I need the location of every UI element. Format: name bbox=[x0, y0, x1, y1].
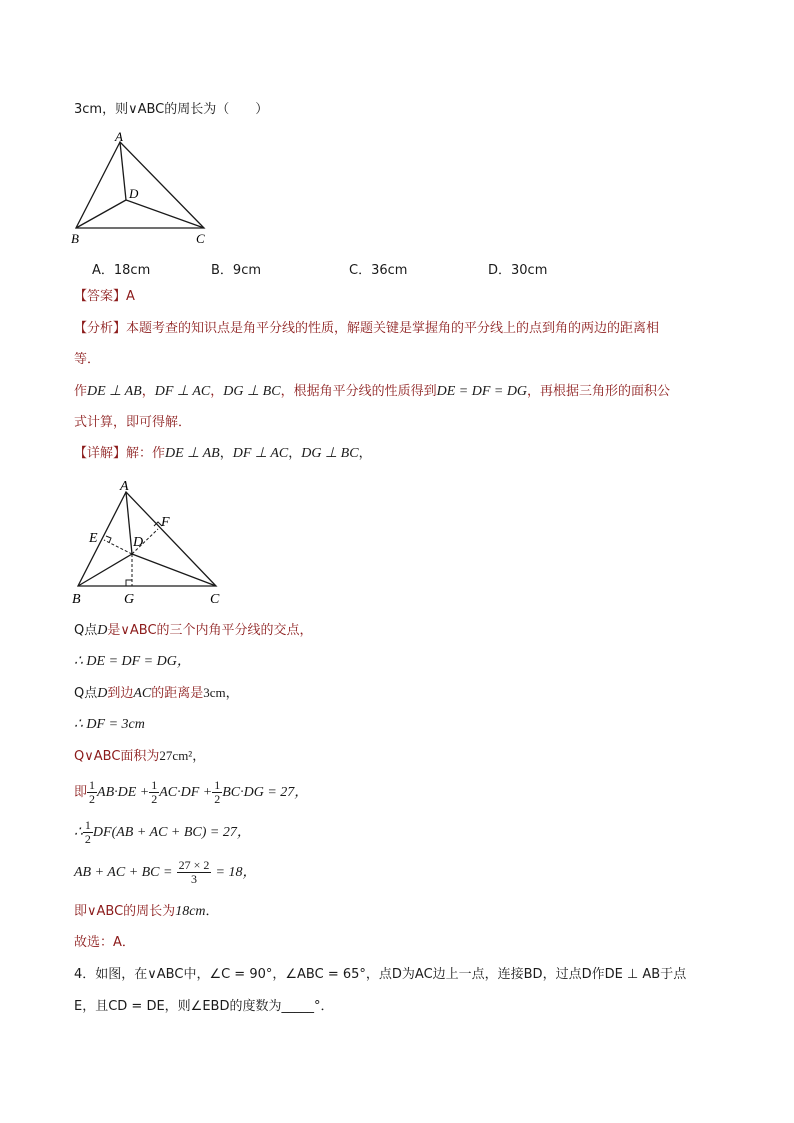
triangle-figure-1 bbox=[66, 130, 216, 248]
step-4: ∴ DF = 3cm bbox=[74, 717, 145, 732]
analysis-line-4: 式计算，即可得解． bbox=[74, 415, 192, 430]
step-3: Q点D到边AC的距离是3cm， bbox=[74, 685, 239, 701]
option-a[interactable]: A．18cm bbox=[92, 263, 151, 278]
fig2-label-d: D bbox=[133, 535, 144, 550]
option-b[interactable]: B．9cm bbox=[211, 263, 262, 278]
fig2-label-f: F bbox=[161, 515, 170, 530]
question4-line-2: E，且CD = DE，则∠EBD的度数为_____°． bbox=[74, 999, 334, 1014]
fig2-label-a: A bbox=[120, 479, 129, 494]
step-10: 故选：A． bbox=[74, 935, 135, 950]
fig2-label-c: C bbox=[210, 592, 220, 607]
step-5: Q∨ABC面积为27cm²， bbox=[74, 748, 206, 764]
step-2: ∴ DE = DF = DG， bbox=[74, 654, 191, 669]
question4-line-1: 4．如图，在∨ABC中，∠C = 90°，∠ABC = 65°，点D为AC边上一点，连接BD，过点D作DE ⊥ AB于点 bbox=[74, 967, 687, 982]
fig1-label-b: B bbox=[71, 231, 79, 246]
fig1-label-c: C bbox=[196, 231, 205, 246]
fig2-label-e: E bbox=[89, 531, 98, 546]
step-7: ∴ $\frac{1}{2}$ DF(AB + AC + BC) = 27， bbox=[74, 818, 251, 846]
fig2-label-b: B bbox=[72, 592, 81, 607]
step-8: AB + AC + BC = $\frac{27 \times 2}{3}$ = 18， bbox=[74, 858, 257, 886]
step-9: 即∨ABC的周长为18cm． bbox=[74, 904, 219, 919]
fig2-label-g: G bbox=[124, 592, 135, 607]
step-6: 即 $\frac{1}{2}$ AB·DE + $\frac{1}{2}$ AC·DF + $\frac{1}{2}$ BC·DG = 27， bbox=[74, 778, 309, 806]
fig1-label-a: A bbox=[115, 130, 123, 144]
option-d[interactable]: D．30cm bbox=[488, 263, 548, 278]
analysis-line-2: 等． bbox=[74, 352, 101, 367]
analysis-line-3: 作DE ⊥ AB，DF ⊥ AC，DG ⊥ BC，根据角平分线的性质得到DE = DF = DG，再根据三角形的面积公 bbox=[74, 384, 671, 399]
analysis-line-1: 【分析】本题考查的知识点是角平分线的性质，解题关键是掌握角的平分线上的点到角的两边的距离相 bbox=[74, 321, 660, 336]
fig1-label-d: D bbox=[129, 186, 139, 201]
triangle-figure-2 bbox=[66, 476, 226, 608]
step-1: Q点D是∨ABC的三个内角平分线的交点， bbox=[74, 623, 313, 638]
answer-line: 【答案】A bbox=[74, 289, 135, 304]
question3-stem-tail: 3cm，则∨ABC的周长为（ ） bbox=[74, 102, 269, 117]
detail-line: 【详解】解：作DE ⊥ AB，DF ⊥ AC，DG ⊥ BC， bbox=[74, 446, 372, 461]
option-c[interactable]: C．36cm bbox=[349, 263, 408, 278]
